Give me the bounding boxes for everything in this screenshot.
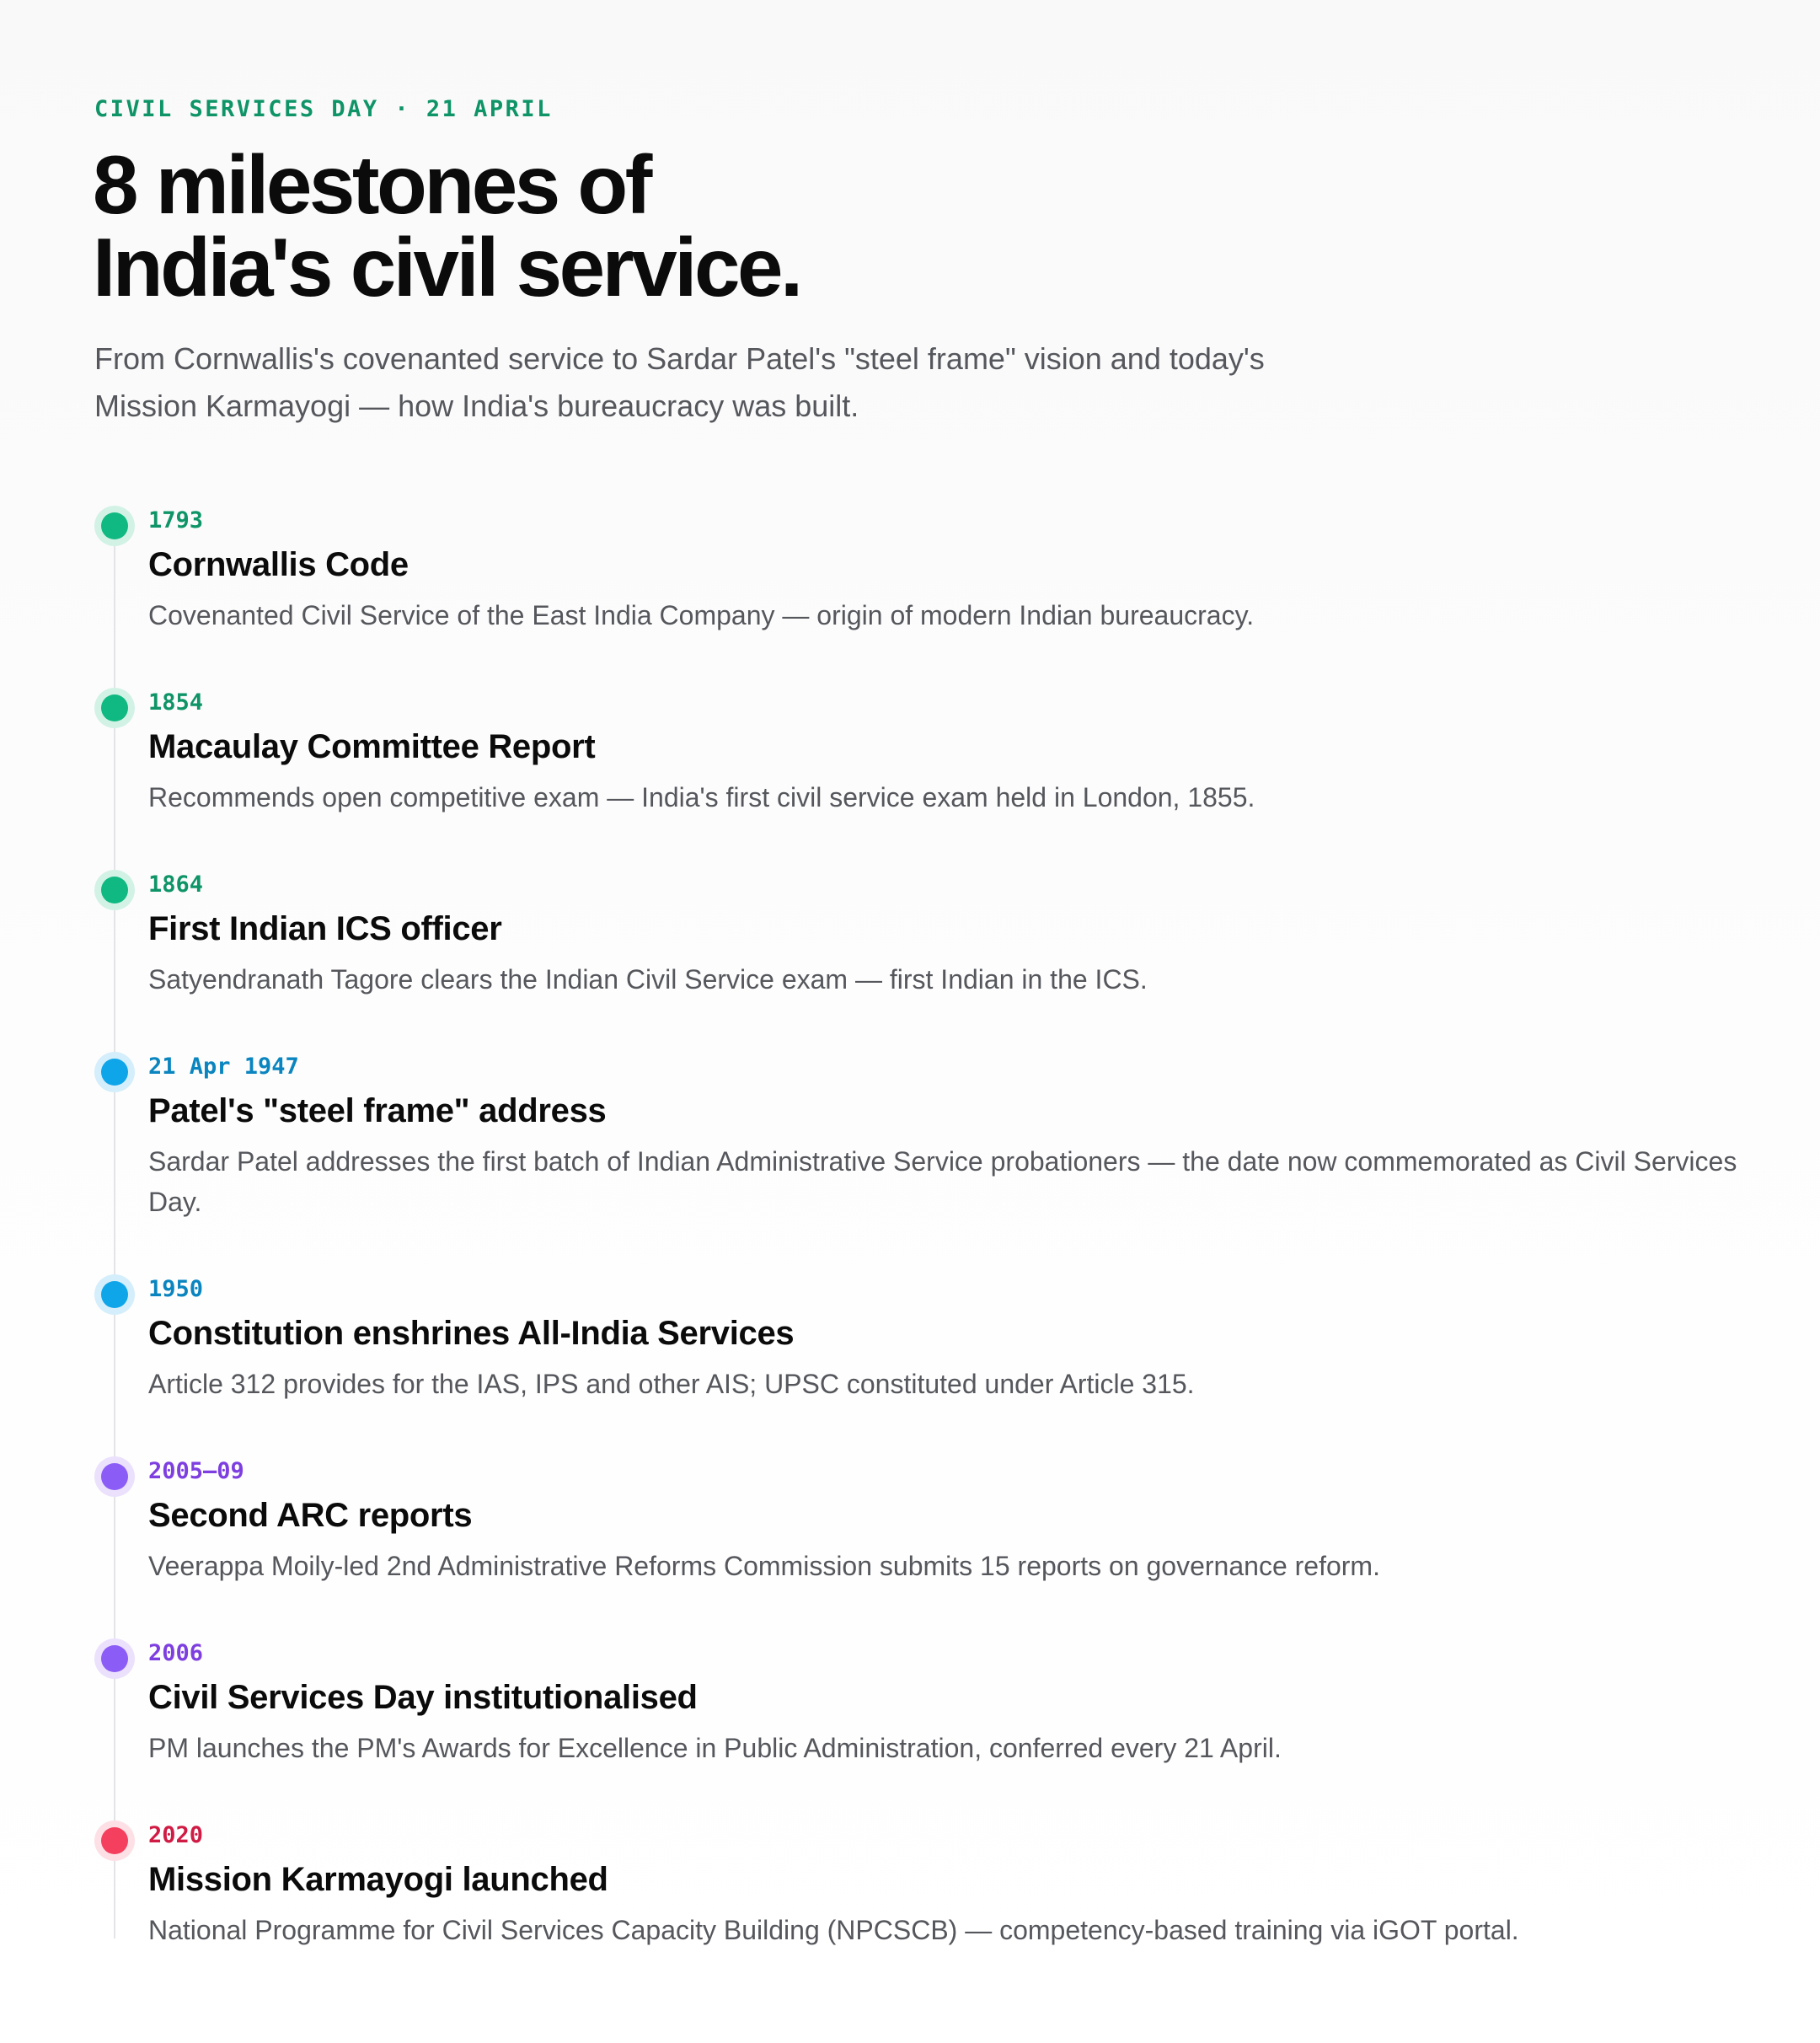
milestone-title: Second ARC reports [148, 1497, 473, 1534]
milestone-title: Civil Services Day institutionalised [148, 1679, 698, 1716]
timeline-marker [94, 506, 135, 546]
milestone-date: 2005–09 [148, 1458, 244, 1484]
page-subtitle: From Cornwallis's covenanted service to Sardar Patel's "steel frame" vision and today's Mission Karmayogi — how India's bureaucracy was built. [94, 341, 1265, 423]
timeline-marker [94, 1820, 135, 1861]
milestone-title: First Indian ICS officer [148, 910, 502, 947]
milestone-description: Veerappa Moily-led 2nd Administrative Reforms Commission submits 15 reports on governance reform. [148, 1551, 1380, 1581]
timeline-marker [94, 870, 135, 910]
milestone-title: Constitution enshrines All-India Services [148, 1315, 795, 1352]
milestone-title: Macaulay Committee Report [148, 728, 596, 765]
timeline-marker [94, 1274, 135, 1315]
timeline-marker [94, 1052, 135, 1092]
timeline-dot [101, 1281, 128, 1308]
timeline-dot [101, 1645, 128, 1672]
timeline-dot [101, 877, 128, 904]
page-title-line-2: India's civil service. [93, 221, 800, 314]
milestone-date: 1793 [148, 507, 204, 534]
timeline-marker [94, 1638, 135, 1679]
milestone-description: Satyendranath Tagore clears the Indian Civil Service exam — first Indian in the ICS. [148, 964, 1148, 995]
timeline-dot [101, 694, 128, 721]
timeline-dot [101, 1463, 128, 1490]
milestone-description: Recommends open competitive exam — India's first civil service exam held in London, 1855. [148, 782, 1255, 812]
timeline-dot [101, 1059, 128, 1086]
milestone-date: 1950 [148, 1276, 204, 1302]
milestone-description: National Programme for Civil Services Capacity Building (NPCSCB) — competency-based training via iGOT portal. [148, 1915, 1519, 1945]
milestone-title: Mission Karmayogi launched [148, 1861, 608, 1898]
milestone-date: 1854 [148, 689, 204, 716]
page-title-line-1: 8 milestones of [93, 138, 650, 231]
timeline-dot [101, 512, 128, 539]
milestone-description: Sardar Patel addresses the first batch of Indian Administrative Service probationers — the date now commemorated as Civil Services Day. [148, 1146, 1737, 1217]
timeline-dot [101, 1827, 128, 1854]
milestone-date: 2006 [148, 1640, 204, 1666]
timeline-line [114, 524, 115, 1938]
page-title [93, 138, 1104, 314]
timeline-marker [94, 1456, 135, 1497]
milestone-date: 1864 [148, 871, 204, 898]
milestone-date: 21 Apr 1947 [148, 1054, 299, 1080]
milestone-date: 2020 [148, 1822, 204, 1848]
milestone-description: Covenanted Civil Service of the East India Company — origin of modern Indian bureaucracy. [148, 600, 1255, 630]
milestone-title: Patel's "steel frame" address [148, 1092, 607, 1129]
timeline-marker [94, 688, 135, 728]
milestone-description: Article 312 provides for the IAS, IPS and other AIS; UPSC constituted under Article 315. [148, 1369, 1195, 1399]
milestone-description: PM launches the PM's Awards for Excellence in Public Administration, conferred every 21 April. [148, 1733, 1282, 1763]
eyebrow-label: CIVIL SERVICES DAY · 21 APRIL [94, 96, 553, 122]
milestone-title: Cornwallis Code [148, 546, 409, 583]
